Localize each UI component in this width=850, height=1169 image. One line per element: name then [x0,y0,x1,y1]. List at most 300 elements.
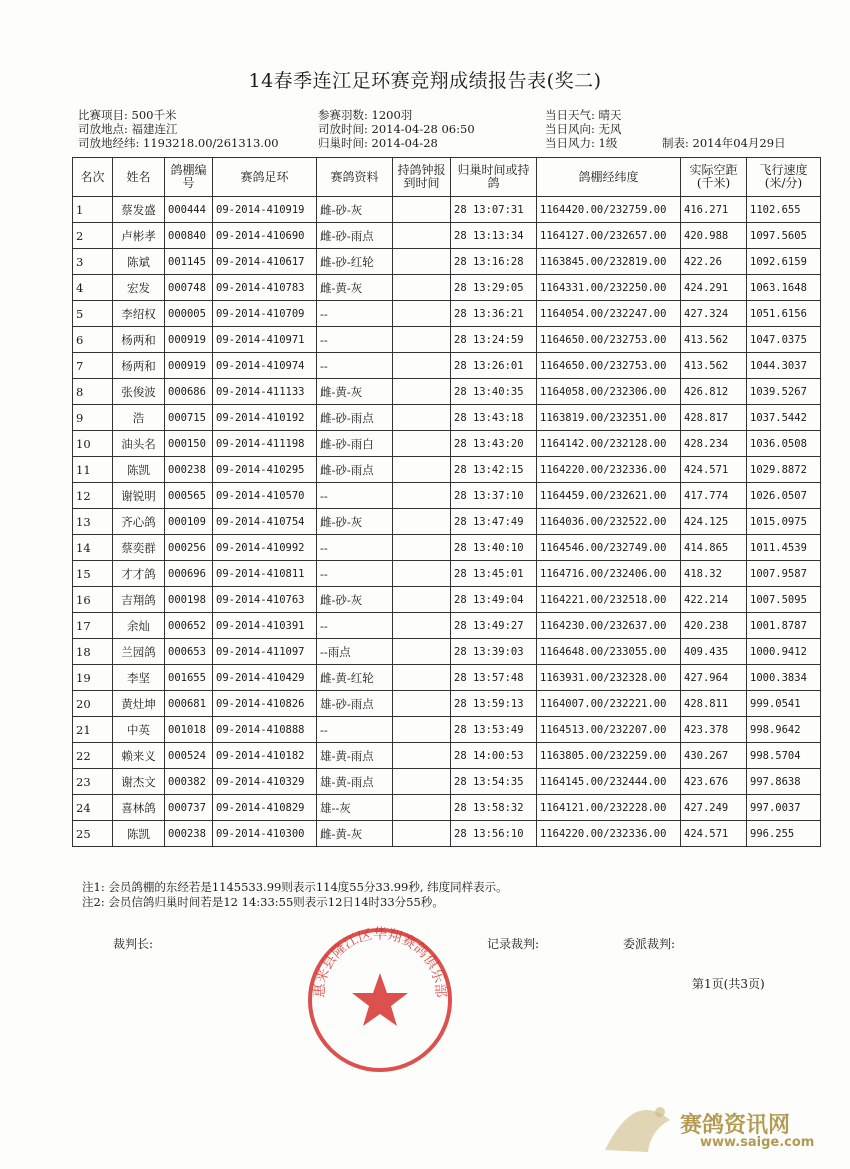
cell-loft: 001145 [165,249,213,275]
cell-rank: 17 [73,613,113,639]
header-name: 姓名 [113,158,165,197]
cell-rank: 15 [73,561,113,587]
cell-clock [393,327,451,353]
cell-speed: 997.0037 [747,795,821,821]
cell-coord: 1164221.00/232518.00 [537,587,681,613]
cell-speed: 1047.0375 [747,327,821,353]
cell-name: 吉翔鸽 [113,587,165,613]
cell-speed: 1102.655 [747,197,821,223]
cell-rank: 1 [73,197,113,223]
table-row [73,275,821,301]
cell-rank: 22 [73,743,113,769]
cell-ring: 09-2014-410974 [213,353,317,379]
cell-ring: 09-2014-410754 [213,509,317,535]
cell-name: 余灿 [113,613,165,639]
cell-dist: 427.324 [681,301,747,327]
cell-loft: 001018 [165,717,213,743]
cell-coord: 1164127.00/232657.00 [537,223,681,249]
meta-made-date: 制表: 2014年04月29日 [662,136,786,150]
cell-dist: 424.125 [681,509,747,535]
cell-dist: 427.964 [681,665,747,691]
cell-coord: 1164220.00/232336.00 [537,821,681,847]
cell-clock [393,665,451,691]
cell-coord: 1164058.00/232306.00 [537,379,681,405]
cell-arrive: 28 13:58:32 [451,795,537,821]
cell-name: 宏发 [113,275,165,301]
cell-rank: 23 [73,769,113,795]
meta-col-1 [78,108,279,150]
cell-speed: 1001.8787 [747,613,821,639]
cell-speed: 1000.9412 [747,639,821,665]
cell-info: -- [317,483,393,509]
cell-info: -- [317,327,393,353]
cell-info: 雌-黄-灰 [317,821,393,847]
table-row [73,535,821,561]
cell-arrive: 28 13:47:49 [451,509,537,535]
cell-info: -- [317,301,393,327]
cell-rank: 25 [73,821,113,847]
cell-loft: 000005 [165,301,213,327]
cell-ring: 09-2014-410763 [213,587,317,613]
table-header-row [73,158,821,197]
cell-coord: 1164546.00/232749.00 [537,535,681,561]
cell-coord: 1164007.00/232221.00 [537,691,681,717]
cell-rank: 4 [73,275,113,301]
cell-info: 雌-砂-灰 [317,509,393,535]
cell-coord: 1163819.00/232351.00 [537,405,681,431]
cell-arrive: 28 13:07:31 [451,197,537,223]
cell-rank: 24 [73,795,113,821]
cell-clock [393,821,451,847]
cell-loft: 000109 [165,509,213,535]
cell-name: 赖来义 [113,743,165,769]
cell-coord: 1164650.00/232753.00 [537,353,681,379]
cell-dist: 427.249 [681,795,747,821]
cell-speed: 1036.0508 [747,431,821,457]
cell-info: 雌-砂-红轮 [317,249,393,275]
cell-ring: 09-2014-410617 [213,249,317,275]
meta-wind-force: 当日风力: 1级 [545,136,618,150]
cell-ring: 09-2014-410391 [213,613,317,639]
cell-arrive: 28 13:37:10 [451,483,537,509]
cell-loft: 000919 [165,353,213,379]
cell-info: 雌-黄-灰 [317,275,393,301]
cell-arrive: 28 13:36:21 [451,301,537,327]
cell-name: 齐心鸽 [113,509,165,535]
cell-dist: 423.378 [681,717,747,743]
cell-loft: 000238 [165,457,213,483]
page-title: 14春季连江足环赛竞翔成绩报告表(奖二) [248,70,602,92]
cell-arrive: 28 13:16:28 [451,249,537,275]
meta-release-coord: 司放地经纬: 1193218.00/261313.00 [78,136,279,150]
cell-loft: 000715 [165,405,213,431]
cell-coord: 1164142.00/232128.00 [537,431,681,457]
header-info: 赛鸽资料 [317,158,393,197]
cell-speed: 1015.0975 [747,509,821,535]
cell-speed: 1007.5095 [747,587,821,613]
cell-rank: 9 [73,405,113,431]
cell-clock [393,743,451,769]
cell-name: 黄灶坤 [113,691,165,717]
table-row [73,769,821,795]
cell-info: -- [317,535,393,561]
cell-arrive: 28 14:00:53 [451,743,537,769]
cell-clock [393,457,451,483]
cell-speed: 1044.3037 [747,353,821,379]
cell-dist: 428.817 [681,405,747,431]
cell-clock [393,197,451,223]
cell-clock [393,717,451,743]
cell-arrive: 28 13:49:04 [451,587,537,613]
note-1: 注1: 会员鸽棚的东经若是1145533.99则表示114度55分33.99秒, 纬度同样表示。 [82,880,508,894]
cell-info: 雌-黄-红轮 [317,665,393,691]
cell-loft: 000737 [165,795,213,821]
cell-speed: 998.9642 [747,717,821,743]
cell-coord: 1164420.00/232759.00 [537,197,681,223]
cell-info: 雌-砂-灰 [317,197,393,223]
cell-info: 雌-砂-雨点 [317,405,393,431]
meta-col-2 [318,108,475,150]
table-row [73,665,821,691]
table-row [73,301,821,327]
cell-rank: 19 [73,665,113,691]
cell-clock [393,379,451,405]
cell-dist: 417.774 [681,483,747,509]
cell-info: -- [317,613,393,639]
cell-clock [393,691,451,717]
table-row [73,457,821,483]
cell-name: 喜林鸽 [113,795,165,821]
cell-clock [393,275,451,301]
cell-arrive: 28 13:49:27 [451,613,537,639]
cell-rank: 12 [73,483,113,509]
cell-name: 杨两和 [113,353,165,379]
cell-dist: 418.32 [681,561,747,587]
table-row [73,405,821,431]
cell-clock [393,353,451,379]
cell-rank: 11 [73,457,113,483]
cell-speed: 1097.5605 [747,223,821,249]
cell-loft: 001655 [165,665,213,691]
meta-release-place: 司放地点: 福建连江 [78,122,178,136]
cell-dist: 423.676 [681,769,747,795]
cell-ring: 09-2014-410329 [213,769,317,795]
cell-info: -- [317,561,393,587]
cell-coord: 1164145.00/232444.00 [537,769,681,795]
cell-loft: 000919 [165,327,213,353]
cell-coord: 1164459.00/232621.00 [537,483,681,509]
header-speed: 飞行速度(米/分) [747,158,821,197]
cell-rank: 6 [73,327,113,353]
cell-ring: 09-2014-410992 [213,535,317,561]
cell-dist: 424.571 [681,457,747,483]
table-body [73,197,821,847]
cell-name: 才才鸽 [113,561,165,587]
table-row [73,249,821,275]
cell-rank: 7 [73,353,113,379]
meta-race-item: 比赛项目: 500千米 [78,108,177,122]
cell-clock [393,483,451,509]
cell-rank: 13 [73,509,113,535]
cell-ring: 09-2014-410709 [213,301,317,327]
cell-ring: 09-2014-410192 [213,405,317,431]
table-row [73,327,821,353]
cell-dist: 422.26 [681,249,747,275]
cell-dist: 428.811 [681,691,747,717]
cell-info: 雌-砂-灰 [317,587,393,613]
cell-ring: 09-2014-410570 [213,483,317,509]
cell-loft: 000840 [165,223,213,249]
cell-clock [393,431,451,457]
cell-dist: 420.238 [681,613,747,639]
cell-dist: 409.435 [681,639,747,665]
cell-loft: 000524 [165,743,213,769]
cell-dist: 413.562 [681,353,747,379]
cell-loft: 000653 [165,639,213,665]
cell-info: 雌-砂-雨点 [317,457,393,483]
cell-coord: 1164648.00/233055.00 [537,639,681,665]
table-row [73,483,821,509]
cell-arrive: 28 13:13:34 [451,223,537,249]
seal-star-icon [352,973,408,1026]
cell-ring: 09-2014-410919 [213,197,317,223]
cell-speed: 1039.5267 [747,379,821,405]
signature-assign-judge: 委派裁判: [623,937,676,951]
cell-coord: 1163931.00/232328.00 [537,665,681,691]
cell-rank: 5 [73,301,113,327]
cell-loft: 000444 [165,197,213,223]
header-ring: 赛鸽足环 [213,158,317,197]
cell-name: 李绍权 [113,301,165,327]
cell-coord: 1164220.00/232336.00 [537,457,681,483]
cell-loft: 000256 [165,535,213,561]
cell-dist: 420.988 [681,223,747,249]
table-row [73,691,821,717]
cell-rank: 18 [73,639,113,665]
table-row [73,639,821,665]
cell-arrive: 28 13:54:35 [451,769,537,795]
cell-loft: 000681 [165,691,213,717]
cell-dist: 426.812 [681,379,747,405]
table-row [73,197,821,223]
table-row [73,795,821,821]
header-arrive: 归巢时间或持鸽 [451,158,537,197]
cell-ring: 09-2014-411133 [213,379,317,405]
cell-dist: 413.562 [681,327,747,353]
cell-arrive: 28 13:56:10 [451,821,537,847]
cell-ring: 09-2014-410783 [213,275,317,301]
cell-ring: 09-2014-410971 [213,327,317,353]
cell-coord: 1164650.00/232753.00 [537,327,681,353]
cell-ring: 09-2014-410429 [213,665,317,691]
cell-name: 谢杰文 [113,769,165,795]
cell-info: 雌-黄-灰 [317,379,393,405]
cell-loft: 000565 [165,483,213,509]
cell-arrive: 28 13:40:10 [451,535,537,561]
cell-dist: 424.291 [681,275,747,301]
note-2: 注2: 会员信鸽归巢时间若是12 14:33:55则表示12日14时33分55秒。 [82,895,444,909]
results-table [72,157,821,847]
header-distance: 实际空距(千米) [681,158,747,197]
cell-name: 陈凯 [113,821,165,847]
cell-arrive: 28 13:39:03 [451,639,537,665]
cell-ring: 09-2014-410829 [213,795,317,821]
cell-speed: 999.0541 [747,691,821,717]
cell-coord: 1163805.00/232259.00 [537,743,681,769]
cell-name: 蔡奕群 [113,535,165,561]
cell-ring: 09-2014-410826 [213,691,317,717]
cell-info: 雌-砂-雨点 [317,223,393,249]
table-row [73,353,821,379]
table-row [73,561,821,587]
cell-info: -- [317,353,393,379]
cell-rank: 8 [73,379,113,405]
table-row [73,821,821,847]
cell-arrive: 28 13:42:15 [451,457,537,483]
cell-coord: 1164121.00/232228.00 [537,795,681,821]
cell-rank: 3 [73,249,113,275]
cell-clock [393,405,451,431]
cell-loft: 000686 [165,379,213,405]
cell-coord: 1164513.00/232207.00 [537,717,681,743]
cell-speed: 1000.3834 [747,665,821,691]
header-clock: 持鸽钟报到时间 [393,158,451,197]
signature-judge-chief: 裁判长: [113,937,154,951]
cell-info: -- [317,717,393,743]
cell-coord: 1164230.00/232637.00 [537,613,681,639]
cell-ring: 09-2014-411097 [213,639,317,665]
cell-info: --雨点 [317,639,393,665]
cell-clock [393,561,451,587]
cell-speed: 997.8638 [747,769,821,795]
cell-name: 卢彬孝 [113,223,165,249]
header-loft: 鸽棚编号 [165,158,213,197]
cell-coord: 1163845.00/232819.00 [537,249,681,275]
cell-name: 蔡发盛 [113,197,165,223]
cell-info: 雄-黄-雨点 [317,769,393,795]
cell-coord: 1164716.00/232406.00 [537,561,681,587]
meta-entries: 参赛羽数: 1200羽 [318,108,413,122]
cell-clock [393,613,451,639]
watermark-url: www.saige.com [700,1135,815,1150]
cell-rank: 20 [73,691,113,717]
cell-rank: 14 [73,535,113,561]
cell-rank: 16 [73,587,113,613]
header-coord: 鸽棚经纬度 [537,158,681,197]
cell-info: 雄-砂-雨点 [317,691,393,717]
table-row [73,613,821,639]
header-rank: 名次 [73,158,113,197]
cell-speed: 1037.5442 [747,405,821,431]
cell-loft: 000238 [165,821,213,847]
cell-speed: 1051.6156 [747,301,821,327]
table-row [73,379,821,405]
cell-name: 油头名 [113,431,165,457]
cell-clock [393,301,451,327]
table-row [73,587,821,613]
cell-coord: 1164036.00/232522.00 [537,509,681,535]
cell-name: 中英 [113,717,165,743]
cell-arrive: 28 13:43:18 [451,405,537,431]
meta-release-time: 司放时间: 2014-04-28 06:50 [318,122,475,136]
cell-name: 陈凯 [113,457,165,483]
cell-ring: 09-2014-410690 [213,223,317,249]
cell-speed: 1029.8872 [747,457,821,483]
cell-dist: 428.234 [681,431,747,457]
cell-info: 雌-砂-雨白 [317,431,393,457]
meta-col-3 [545,108,622,150]
cell-rank: 10 [73,431,113,457]
cell-speed: 1007.9587 [747,561,821,587]
cell-arrive: 28 13:53:49 [451,717,537,743]
cell-clock [393,223,451,249]
club-seal-stamp [305,925,455,1075]
cell-ring: 09-2014-410295 [213,457,317,483]
cell-coord: 1164054.00/232247.00 [537,301,681,327]
cell-name: 兰园鸽 [113,639,165,665]
notes [82,880,508,910]
cell-loft: 000198 [165,587,213,613]
signature-record-judge: 记录裁判: [487,937,540,951]
cell-loft: 000382 [165,769,213,795]
cell-name: 张俊波 [113,379,165,405]
watermark-site-name: 赛鸽资讯网 [680,1113,791,1138]
cell-arrive: 28 13:26:01 [451,353,537,379]
meta-return-time: 归巢时间: 2014-04-28 [318,136,438,150]
cell-speed: 1011.4539 [747,535,821,561]
cell-speed: 1063.1648 [747,275,821,301]
cell-dist: 424.571 [681,821,747,847]
cell-rank: 2 [73,223,113,249]
cell-arrive: 28 13:59:13 [451,691,537,717]
cell-clock [393,639,451,665]
meta-wind-direction: 当日风向: 无风 [545,122,622,136]
meta-weather: 当日天气: 晴天 [545,108,622,122]
cell-clock [393,509,451,535]
cell-loft: 000150 [165,431,213,457]
page-indicator: 第1页(共3页) [692,977,765,991]
cell-name: 谢锐明 [113,483,165,509]
cell-loft: 000696 [165,561,213,587]
cell-name: 杨两和 [113,327,165,353]
cell-speed: 1026.0507 [747,483,821,509]
cell-name: 陈斌 [113,249,165,275]
cell-rank: 21 [73,717,113,743]
cell-arrive: 28 13:43:20 [451,431,537,457]
svg-text:惠来县隆江区华翔赛鸽俱乐部: 惠来县隆江区华翔赛鸽俱乐部 [311,926,449,998]
table-row [73,223,821,249]
cell-loft: 000652 [165,613,213,639]
cell-dist: 416.271 [681,197,747,223]
cell-dist: 430.267 [681,743,747,769]
cell-ring: 09-2014-411198 [213,431,317,457]
cell-ring: 09-2014-410182 [213,743,317,769]
cell-name: 李坚 [113,665,165,691]
cell-ring: 09-2014-410300 [213,821,317,847]
cell-arrive: 28 13:24:59 [451,327,537,353]
cell-clock [393,769,451,795]
cell-arrive: 28 13:57:48 [451,665,537,691]
table-row [73,743,821,769]
cell-arrive: 28 13:40:35 [451,379,537,405]
cell-clock [393,587,451,613]
table-row [73,431,821,457]
cell-info: 雄--灰 [317,795,393,821]
cell-speed: 1092.6159 [747,249,821,275]
cell-name: 浩 [113,405,165,431]
cell-coord: 1164331.00/232250.00 [537,275,681,301]
cell-arrive: 28 13:29:05 [451,275,537,301]
